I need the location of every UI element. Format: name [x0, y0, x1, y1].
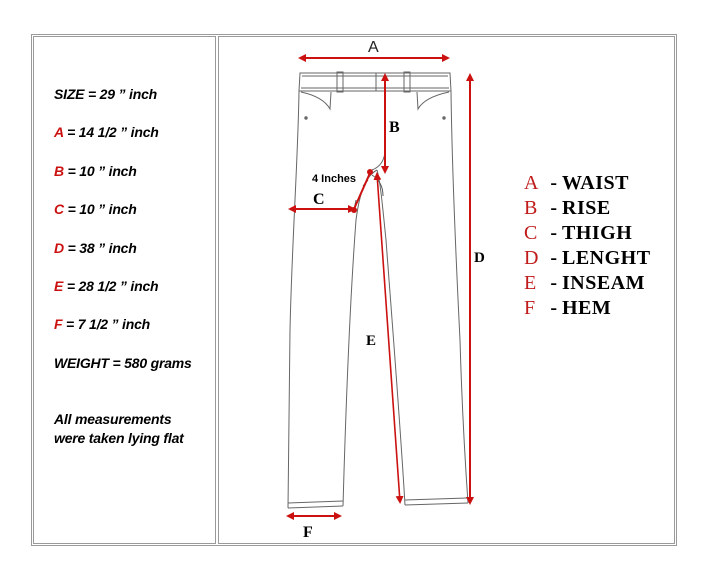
inseam-dimension-line: [377, 174, 400, 502]
thigh-point: [351, 207, 357, 213]
legend-key-c: C: [524, 222, 538, 244]
legend-item-rise: B - RISE: [524, 197, 611, 219]
legend-name-inseam: INSEAM: [562, 272, 646, 294]
spec-e-key: E: [54, 278, 64, 294]
label-a: A: [368, 39, 379, 56]
label-f: F: [303, 524, 313, 541]
note-line-2: were taken lying flat: [54, 430, 184, 446]
label-d: D: [474, 250, 485, 266]
spec-b-value: = 10 ” inch: [63, 163, 137, 179]
legend-key-b: B: [524, 197, 538, 219]
spec-d-key: D: [54, 240, 64, 256]
spec-c-value: = 10 ” inch: [63, 201, 137, 217]
legend-key-d: D: [524, 247, 539, 269]
thigh-offset-line: [354, 173, 370, 209]
label-e: E: [366, 333, 377, 349]
legend-name-thigh: THIGH: [562, 222, 633, 244]
legend-name-waist: WAIST: [562, 172, 629, 194]
pants-outline: [288, 72, 468, 508]
crotch-point: [367, 169, 373, 175]
legend-key-e: E: [524, 272, 537, 294]
spec-d-value: = 38 ” inch: [63, 240, 137, 256]
spec-c-key: C: [54, 201, 64, 217]
spec-f-value: = 7 1/2 ” inch: [62, 316, 151, 332]
spec-a-key: A: [54, 124, 64, 140]
legend-item-length: D - LENGHT: [524, 247, 651, 269]
size-spec-text: SIZE = 29 ” inch: [54, 86, 158, 102]
legend-item-inseam: E - INSEAM: [524, 272, 646, 294]
label-c: C: [313, 191, 325, 208]
label-b: B: [389, 119, 400, 136]
spec-a-value: = 14 1/2 ” inch: [63, 124, 159, 140]
legend-item-thigh: C - THIGH: [524, 222, 633, 244]
legend-item-waist: A - WAIST: [524, 172, 629, 194]
note-line-1: All measurements: [54, 411, 172, 427]
spec-b-key: B: [54, 163, 64, 179]
legend-name-rise: RISE: [562, 197, 611, 219]
spec-e-value: = 28 1/2 ” inch: [63, 278, 159, 294]
legend-item-hem: F - HEM: [524, 297, 612, 319]
legend-name-hem: HEM: [562, 297, 612, 319]
spec-f-key: F: [54, 316, 63, 332]
weight-spec-text: WEIGHT = 580 grams: [54, 355, 192, 371]
legend-name-length: LENGHT: [562, 247, 651, 269]
label-thigh-offset: 4 Inches: [312, 173, 357, 185]
legend-key-a: A: [524, 172, 539, 194]
legend-key-f: F: [524, 297, 536, 319]
